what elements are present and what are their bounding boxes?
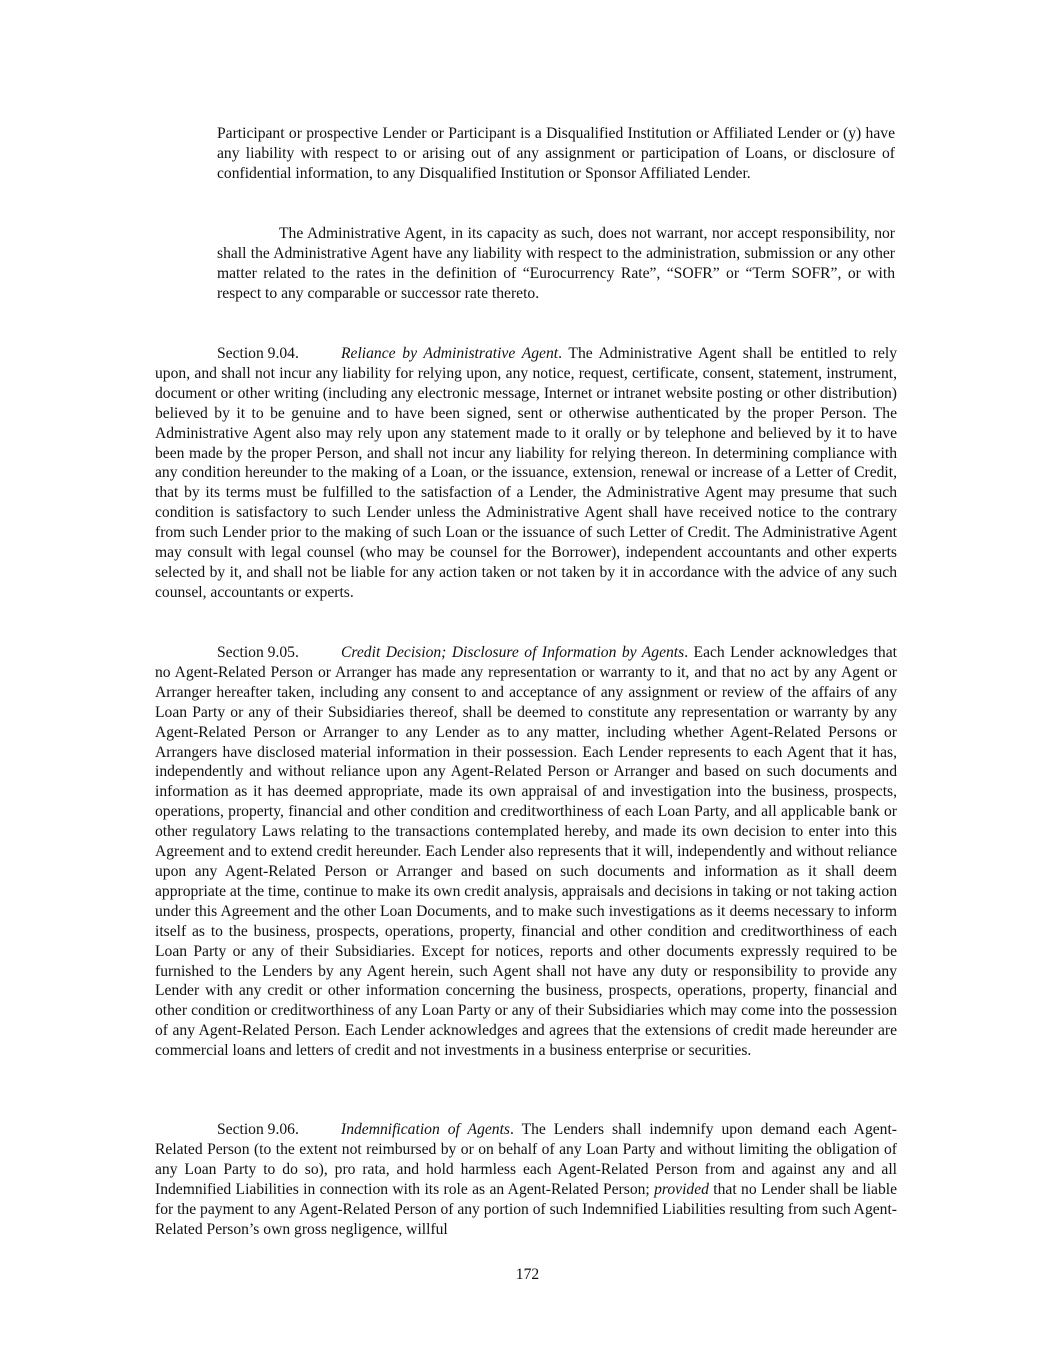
section-text: The Administrative Agent shall be entitled to rely upon, and shall not incur any liability for relying upon, any notice, request, certificate, consent, statement, instrument, document or other writing (including any electronic message, Internet or intranet website posting or other distribution) believed by it to be genuine and to have been signed, sent or otherwise authenticated by the proper Person. The Administrative Agent also may rely upon any statement made to it orally or by telephone and believed by it to have been made by the proper Person, and shall not incur any liability for relying thereon. In determining compliance with any condition hereunder to the making of a Loan, or the issuance, extension, renewal or increase of a Letter of Credit, that by its terms must be fulfilled to the satisfaction of a Lender, the Administrative Agent may presume that such condition is satisfactory to such Lender unless the Administrative Agent shall have received notice to the contrary from such Lender prior to the making of such Loan or the issuance of such Letter of Credit. The Administrative Agent may consult with legal counsel (who may be counsel for the Borrower), independent accountants and other experts selected by it, and shall not be liable for any action taken or not taken by it in accordance with the advice of any such counsel, accountants or experts. — [155, 345, 897, 601]
section-number: Section 9.05. — [217, 644, 299, 661]
paragraph-text: Participant or prospective Lender or Participant is a Disqualified Institution or Affiliated Lender or (y) have any liability with respect to or arising out of any assignment or participation of Loans, or disclosure of confidential information, to any Disqualified Institution or Sponsor Affiliated Lender. — [217, 125, 895, 182]
paragraph-text: The Administrative Agent, in its capacity as such, does not warrant, nor accept responsibility, nor shall the Administrative Agent have any liability with respect to the administration, submission or any other matter related to the rates in the definition of “Eurocurrency Rate”, “SOFR” or “Term SOFR”, or with respect to any comparable or successor rate thereto. — [217, 225, 895, 302]
section-text: The Lenders shall indemnify upon demand each Agent-Related Person (to the extent not reimbursed by or on behalf of any Loan Party and without limiting the obligation of any Loan Party to do so), pro rata, and hold harmless each Agent-Related Person from and against any and all Indemnified Liabilities in connection with its role as an Agent-Related Person; — [155, 1121, 897, 1198]
paragraph-rate-disclaimer — [217, 224, 895, 304]
section-9-04 — [155, 344, 897, 603]
section-number: Section 9.04. — [217, 345, 299, 362]
section-9-05 — [155, 643, 897, 1061]
section-text: Each Lender acknowledges that no Agent-Related Person or Arranger has made any representation or warranty to it, and that no act by any Agent or Arranger hereafter taken, including any consent to and acceptance of any assignment or review of the affairs of any Loan Party or any of their Subsidiaries thereof, shall be deemed to constitute any representation or warranty by any Agent-Related Person or Arranger to any Lender as to any matter, including whether Agent-Related Persons or Arrangers have disclosed material information in their possession. Each Lender represents to each Agent that it has, independently and without reliance upon any Agent-Related Person or Arranger and based on such documents and information as it has deemed appropriate, made its own appraisal of and investigation into the business, prospects, operations, property, financial and other condition and creditworthiness of each Loan Party, and all applicable bank or other regulatory Laws relating to the transactions contemplated hereby, and made its own decision to enter into this Agreement and to extend credit hereunder. Each Lender also represents that it will, independently and without reliance upon any Agent-Related Person or Arranger and based on such documents and information as it shall deem appropriate at the time, continue to make its own credit analysis, appraisals and decisions in taking or not taking action under this Agreement and the other Loan Documents, and to make such investigations as it deems necessary to inform itself as to the business, prospects, operations, property, financial and other condition and creditworthiness of each Loan Party or any of their Subsidiaries. Except for notices, reports and other documents expressly required to be furnished to the Lenders by any Agent herein, such Agent shall not have any duty or responsibility to provide any Lender with any credit or other information concerning the business, prospects, operations, property, financial and other condition or creditworthiness of any Loan Party or any of their Subsidiaries which may come into the possession of any Agent-Related Person. Each Lender acknowledges and agrees that the extensions of credit made hereunder are commercial loans and letters of credit and not investments in a business enterprise or securities. — [155, 644, 897, 1060]
section-heading: Indemnification of Agents — [341, 1121, 510, 1138]
section-9-06 — [155, 1120, 897, 1239]
section-heading-punct: . — [684, 644, 689, 661]
emphasis-provided: provided — [654, 1180, 709, 1198]
section-heading: Credit Decision; Disclosure of Information by Agents — [341, 644, 685, 661]
section-heading-punct: . — [509, 1121, 514, 1138]
paragraph-continuation — [217, 124, 895, 184]
section-heading: Reliance by Administrative Agent — [341, 345, 559, 362]
page-number: 172 — [515, 1266, 540, 1283]
section-text-continued: that no Lender shall be liable for the payment to any Agent-Related Person of any portion of such Indemnified Liabilities resulting from such Agent-Related Person’s own gross negligence, willful — [155, 1180, 897, 1238]
section-number: Section 9.06. — [217, 1121, 299, 1138]
section-heading-punct: . — [558, 345, 562, 362]
